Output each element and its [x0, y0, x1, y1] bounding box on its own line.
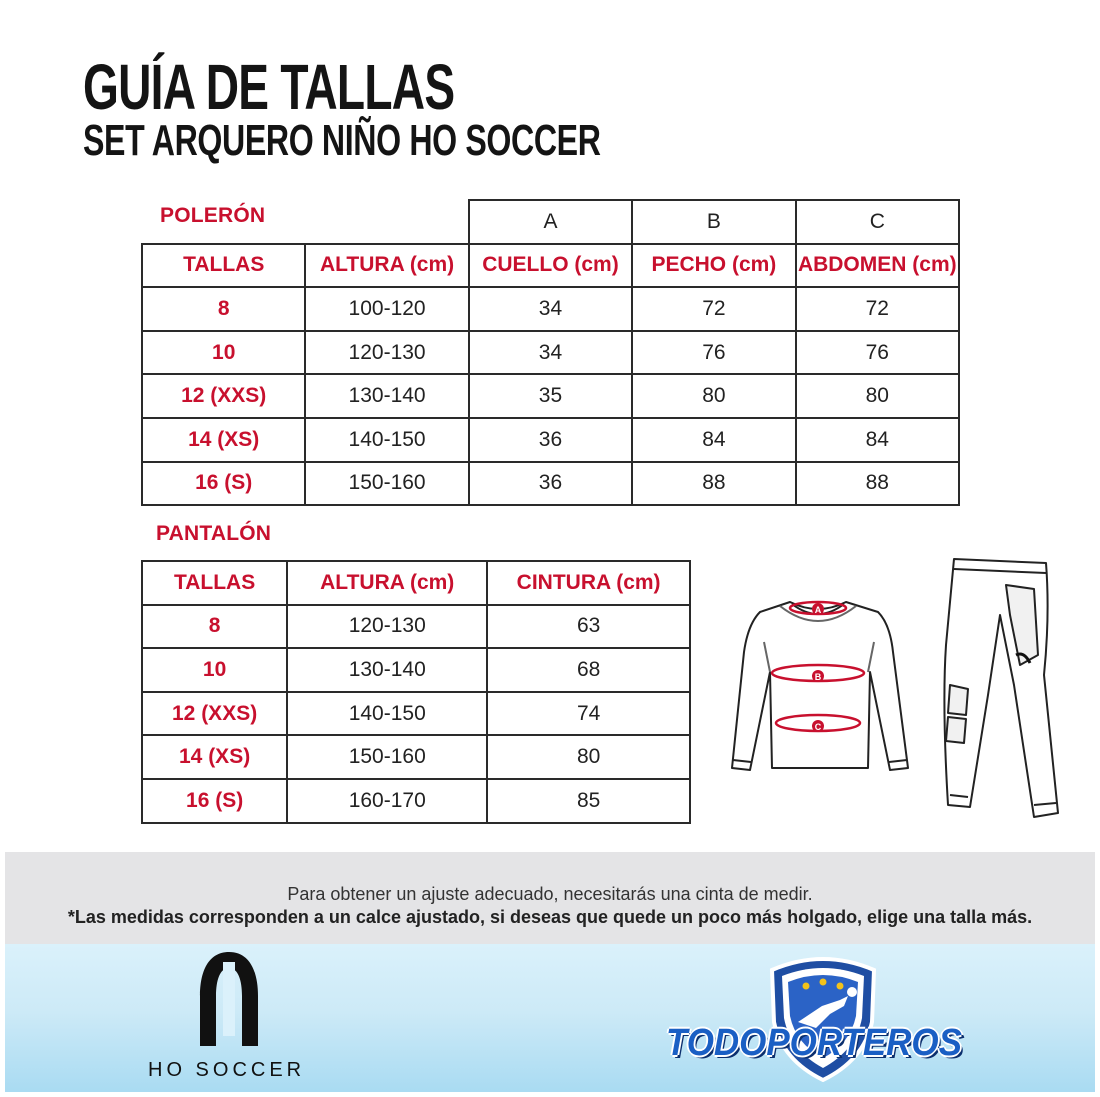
column-header: PECHO (cm) [632, 244, 795, 288]
footer-note-line-1: Para obtener un ajuste adecuado, necesitarás una cinta de medir. [287, 884, 813, 904]
chest-cell: 88 [632, 462, 795, 506]
abdomen-cell: 80 [796, 374, 959, 418]
abdomen-cell: 84 [796, 418, 959, 462]
table-row [142, 735, 690, 779]
height-cell: 140-150 [287, 692, 487, 736]
waist-cell: 68 [487, 648, 690, 692]
poleron-size-table [141, 199, 960, 506]
blank-cell [305, 200, 468, 244]
chest-cell: 76 [632, 331, 795, 375]
jersey-illustration [718, 592, 918, 782]
column-header: ALTURA (cm) [287, 561, 487, 605]
size-cell: 8 [142, 287, 305, 331]
neck-cell: 36 [469, 462, 632, 506]
ho-soccer-logo [196, 950, 262, 1048]
height-cell: 140-150 [305, 418, 468, 462]
pants-illustration [934, 555, 1064, 825]
column-header: CUELLO (cm) [469, 244, 632, 288]
abdomen-cell: 72 [796, 287, 959, 331]
height-cell: 120-130 [305, 331, 468, 375]
table-row [142, 605, 690, 649]
blank-cell [142, 200, 305, 244]
table-row [142, 374, 959, 418]
waist-cell: 80 [487, 735, 690, 779]
poleron-header-row [142, 244, 959, 288]
table-row [142, 779, 690, 823]
abdomen-cell: 76 [796, 331, 959, 375]
marker-c [812, 720, 824, 732]
poleron-letter-row [142, 200, 959, 244]
column-header: ALTURA (cm) [305, 244, 468, 288]
height-cell: 160-170 [287, 779, 487, 823]
neck-cell: 34 [469, 331, 632, 375]
height-cell: 150-160 [287, 735, 487, 779]
measure-letter-a: A [469, 200, 632, 244]
height-cell: 130-140 [305, 374, 468, 418]
table-row [142, 692, 690, 736]
pantalon-label: PANTALÓN [156, 522, 272, 545]
table-row [142, 287, 959, 331]
size-cell: 14 (XS) [142, 735, 287, 779]
neck-cell: 35 [469, 374, 632, 418]
column-header: ABDOMEN (cm) [796, 244, 959, 288]
height-cell: 120-130 [287, 605, 487, 649]
waist-cell: 74 [487, 692, 690, 736]
table-row [142, 331, 959, 375]
table-row [142, 418, 959, 462]
measure-letter-c: C [796, 200, 959, 244]
footer-note-line-2: *Las medidas corresponden a un calce ajustado, si deseas que quede un poco más holgado, elige una talla más. [67, 907, 1033, 927]
size-cell: 12 (XXS) [142, 692, 287, 736]
marker-a [812, 603, 824, 615]
svg-text:C: C [814, 722, 822, 732]
column-header: TALLAS [142, 244, 305, 288]
abdomen-cell: 88 [796, 462, 959, 506]
size-cell: 16 (S) [142, 462, 305, 506]
waist-cell: 85 [487, 779, 690, 823]
marker-b [812, 670, 824, 682]
page-title: GUÍA DE TALLAS [83, 51, 455, 123]
svg-text:A: A [814, 605, 822, 615]
size-cell: 12 (XXS) [142, 374, 305, 418]
height-cell: 150-160 [305, 462, 468, 506]
todoporteros-wordmark: TODOPORTEROS [666, 1022, 962, 1064]
size-cell: 16 (S) [142, 779, 287, 823]
column-header: TALLAS [142, 561, 287, 605]
size-cell: 8 [142, 605, 287, 649]
column-header: CINTURA (cm) [487, 561, 690, 605]
svg-text:B: B [814, 672, 822, 682]
chest-cell: 72 [632, 287, 795, 331]
table-row [142, 462, 959, 506]
chest-cell: 80 [632, 374, 795, 418]
neck-cell: 34 [469, 287, 632, 331]
waist-cell: 63 [487, 605, 690, 649]
chest-cell: 84 [632, 418, 795, 462]
neck-cell: 36 [469, 418, 632, 462]
pantalon-header-row [142, 561, 690, 605]
pantalon-size-table [141, 560, 691, 824]
height-cell: 130-140 [287, 648, 487, 692]
page-subtitle: SET ARQUERO NIÑO HO SOCCER [83, 116, 601, 165]
ho-soccer-wordmark: HO SOCCER [148, 1059, 306, 1081]
table-row [142, 648, 690, 692]
size-cell: 10 [142, 648, 287, 692]
size-cell: 14 (XS) [142, 418, 305, 462]
size-cell: 10 [142, 331, 305, 375]
poleron-label: POLERÓN [160, 204, 266, 227]
measure-letter-b: B [632, 200, 795, 244]
height-cell: 100-120 [305, 287, 468, 331]
